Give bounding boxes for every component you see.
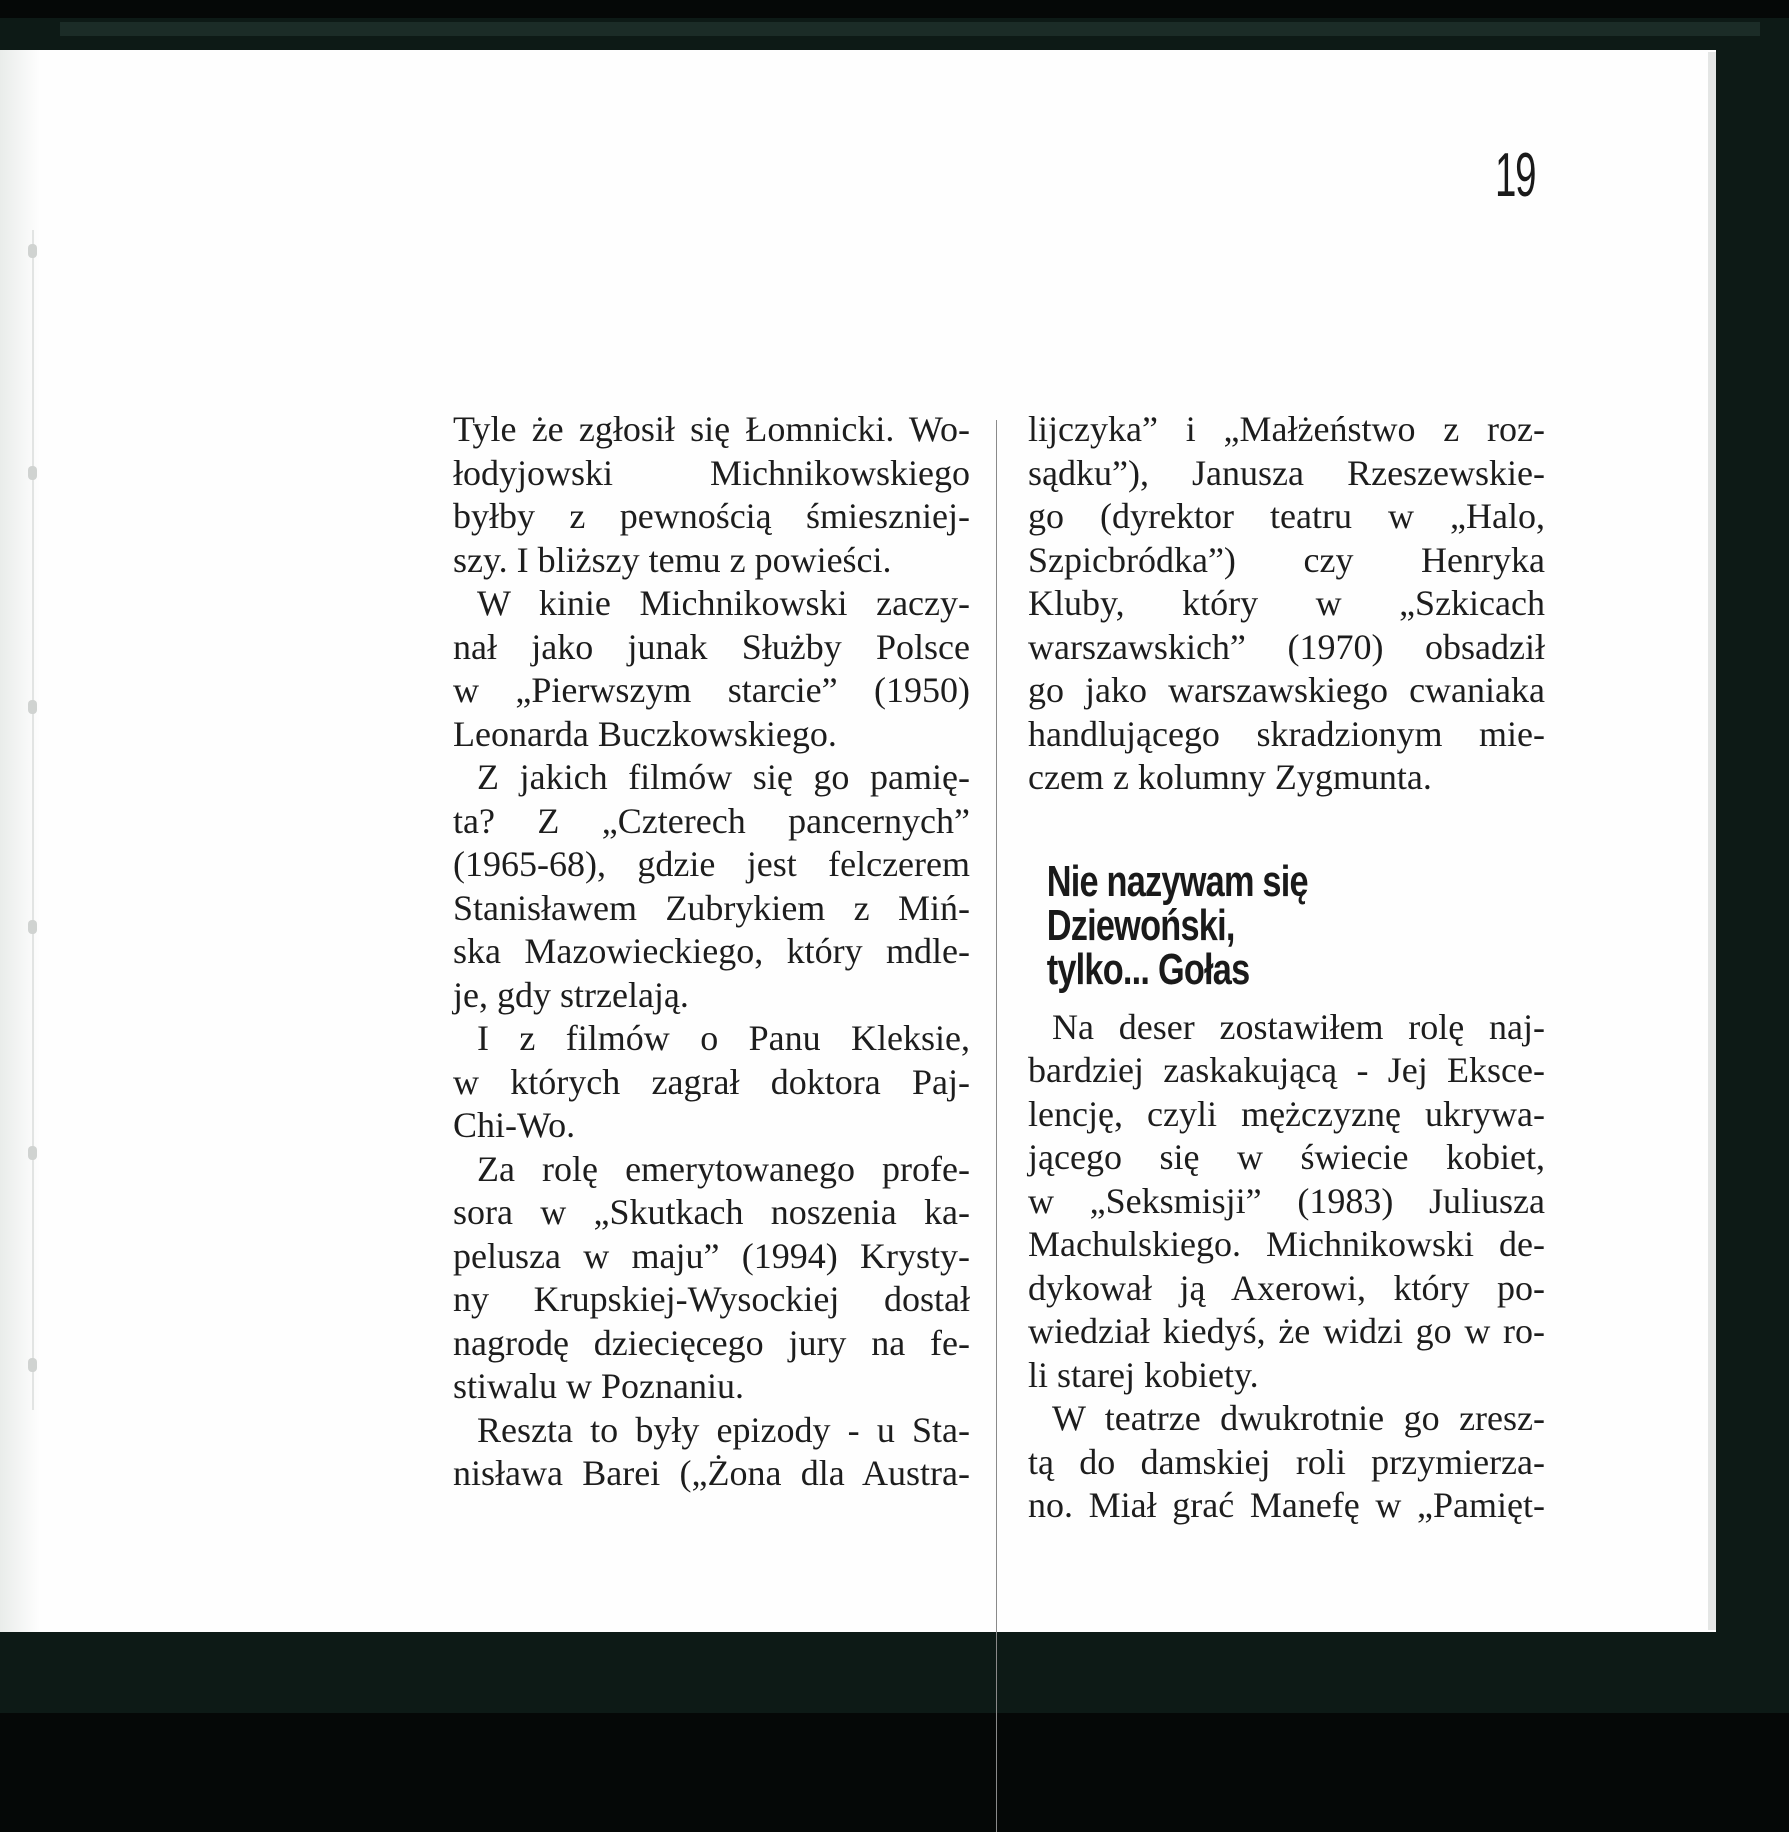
page-edge-shadow — [1708, 52, 1716, 1630]
text-line: tą do damskiej roli przymierza- — [1028, 1441, 1545, 1482]
left-text-column — [453, 408, 970, 1496]
heading-line: Nie nazywam się — [1046, 856, 1308, 906]
right-text-column — [1028, 408, 1545, 1528]
text-line: lijczyka” i „Małżeństwo z roz- — [1028, 409, 1545, 449]
right-column-bottom — [1028, 1006, 1545, 1528]
text-line: Tyle że zgłosił się Łomnicki. Wo- — [453, 409, 970, 449]
text-line: no. Miał grać Manefę w „Pamięt- — [1028, 1485, 1545, 1525]
text-line: ny Krupskiej-Wysockiej dostał — [453, 1279, 970, 1319]
text-line: go (dyrektor teatru w „Halo, — [1028, 496, 1545, 536]
binding-thread — [32, 230, 34, 1410]
text-line: W teatrze dwukrotnie go zresz- — [1052, 1398, 1545, 1438]
text-line: Na deser zostawiłem rolę naj- — [1052, 1006, 1545, 1047]
text-line: Machulskiego. Michnikowski de- — [1028, 1224, 1545, 1264]
binding-stitch — [28, 700, 37, 714]
text-line: Kluby, który w „Szkicach — [1028, 583, 1545, 623]
binding-stitch — [28, 1146, 37, 1160]
text-line: go jako warszawskiego cwaniaka — [1028, 670, 1545, 710]
heading-line: Dziewoński, — [1046, 900, 1235, 950]
binding-stitch — [28, 466, 37, 480]
text-line: nagrodę dziecięcego jury na fe- — [453, 1322, 970, 1363]
page-number: 19 — [1495, 141, 1536, 210]
text-line: sądku”), Janusza Rzeszewskie- — [1028, 452, 1545, 493]
text-line: nisława Barei („Żona dla Austra- — [453, 1453, 970, 1493]
text-line: jącego się w świecie kobiet, — [1028, 1137, 1545, 1177]
text-line: Stanisławem Zubrykiem z Miń- — [453, 887, 970, 928]
text-line: Chi-Wo. — [453, 1105, 576, 1145]
binding-stitch — [28, 244, 37, 258]
text-line: Szpicbródka”) czy Henryka — [1028, 539, 1545, 580]
heading-line: tylko... Gołas — [1046, 944, 1250, 994]
text-line: je, gdy strzelają. — [453, 974, 689, 1015]
text-line: nał jako junak Służby Polsce — [453, 626, 970, 667]
text-line: dykował ją Axerowi, który po- — [1028, 1267, 1545, 1308]
text-line: szy. I bliższy temu z powieści. — [453, 539, 892, 580]
text-line: Leonarda Buczkowskiego. — [453, 713, 837, 754]
text-line: pelusza w maju” (1994) Krysty- — [453, 1235, 970, 1276]
text-line: stiwalu w Poznaniu. — [453, 1366, 744, 1406]
text-line: Z jakich filmów się go pamię- — [477, 757, 970, 797]
text-line: ta? Z „Czterech pancernych” — [453, 800, 970, 841]
section-heading — [1028, 856, 1545, 994]
binding-stitch — [28, 1358, 37, 1372]
text-line: wiedział kiedyś, że widzi go w ro- — [1028, 1311, 1545, 1351]
cover-edge — [60, 22, 1760, 36]
text-line: li starej kobiety. — [1028, 1354, 1259, 1395]
text-line: I z filmów o Panu Kleksie, — [477, 1018, 970, 1058]
right-column-top — [1028, 408, 1545, 800]
text-line: w „Pierwszym starcie” (1950) — [453, 670, 970, 710]
spine-gutter — [0, 50, 40, 1632]
text-line: byłby z pewnością śmieszniej- — [453, 496, 970, 536]
text-line: lencję, czyli mężczyznę ukrywa- — [1028, 1093, 1545, 1134]
text-line: sora w „Skutkach noszenia ka- — [453, 1192, 970, 1232]
text-line: handlującego skradzionym mie- — [1028, 713, 1545, 754]
text-line: łodyjowski Michnikowskiego — [453, 452, 970, 493]
column-divider — [996, 420, 997, 1832]
text-line: czem z kolumny Zygmunta. — [1028, 757, 1432, 797]
text-line: ska Mazowieckiego, który mdle- — [453, 931, 970, 971]
text-line: w „Seksmisji” (1983) Juliusza — [1028, 1180, 1545, 1221]
text-line: warszawskich” (1970) obsadził — [1028, 626, 1545, 667]
text-line: Za rolę emerytowanego profe- — [477, 1148, 970, 1189]
text-line: w których zagrał doktora Paj- — [453, 1061, 970, 1102]
binding-stitch — [28, 920, 37, 934]
text-line: W kinie Michnikowski zaczy- — [477, 583, 970, 623]
text-line: Reszta to były epizody - u Sta- — [477, 1409, 970, 1450]
text-line: (1965-68), gdzie jest felczerem — [453, 844, 970, 884]
text-line: bardziej zaskakującą - Jej Eksce- — [1028, 1050, 1545, 1090]
